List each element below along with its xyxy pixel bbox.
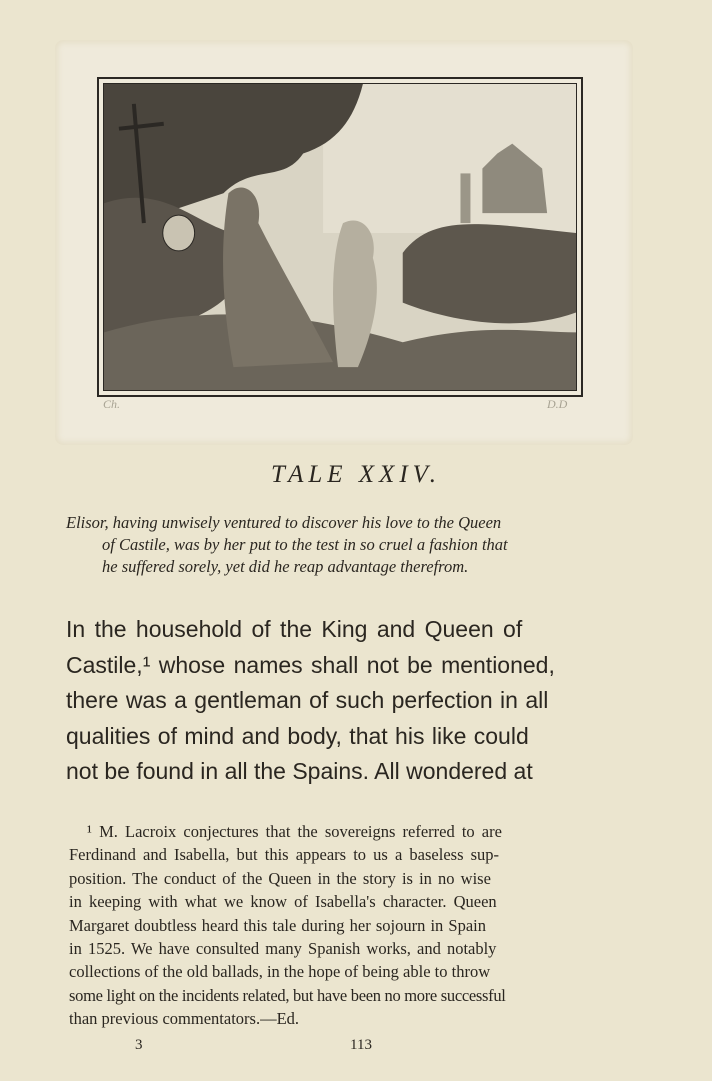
footnote (69, 820, 694, 1031)
chapter-title: TALE XXIV. (271, 461, 441, 488)
page-number: 113 (350, 1037, 372, 1053)
chapter-argument (66, 512, 706, 578)
body-text (66, 612, 676, 790)
footnote-line: some light on the incidents related, but have been no more successful (69, 985, 506, 1005)
body-line: not be found in all the Spains. All wondered at (66, 758, 533, 784)
body-line: In the household of the King and Queen of (66, 616, 523, 642)
argument-line: of Castile, was by her put to the test in so cruel a fashion that (102, 535, 508, 554)
footnote-line: collections of the old ballads, in the hope of being able to throw (69, 962, 491, 982)
argument-line: he suffered sorely, yet did he reap advantage therefrom. (102, 557, 469, 576)
engraver-signature-right: D.D (547, 397, 568, 411)
body-line: there was a gentleman of such perfection in all (66, 687, 549, 713)
argument-line: Elisor, having unwisely ventured to discover his love to the Queen (66, 513, 502, 532)
footnote-line: than previous commentators.—Ed. (69, 1009, 300, 1029)
footnote-line: Ferdinand and Isabella, but this appears to us a baseless sup- (69, 845, 500, 865)
footnote-line: in 1525. We have consulted many Spanish works, and notably (69, 939, 497, 959)
engraving-illustration (97, 77, 583, 397)
body-line: Castile,¹ whose names shall not be mentioned, (66, 651, 555, 678)
signature-mark: 3 (135, 1037, 143, 1053)
footnote-line: Margaret doubtless heard this tale during her sojourn in Spain (69, 915, 486, 935)
footnote-line: ¹ M. Lacroix conjectures that the sovereigns referred to are (87, 822, 502, 841)
engraving-image (104, 84, 576, 390)
footnote-line: in keeping with what we know of Isabella's character. Queen (69, 892, 497, 912)
body-line: qualities of mind and body, that his like could (66, 722, 529, 749)
engraver-signature-left: Ch. (103, 397, 121, 411)
footnote-line: position. The conduct of the Queen in the story is in no wise (69, 868, 491, 888)
